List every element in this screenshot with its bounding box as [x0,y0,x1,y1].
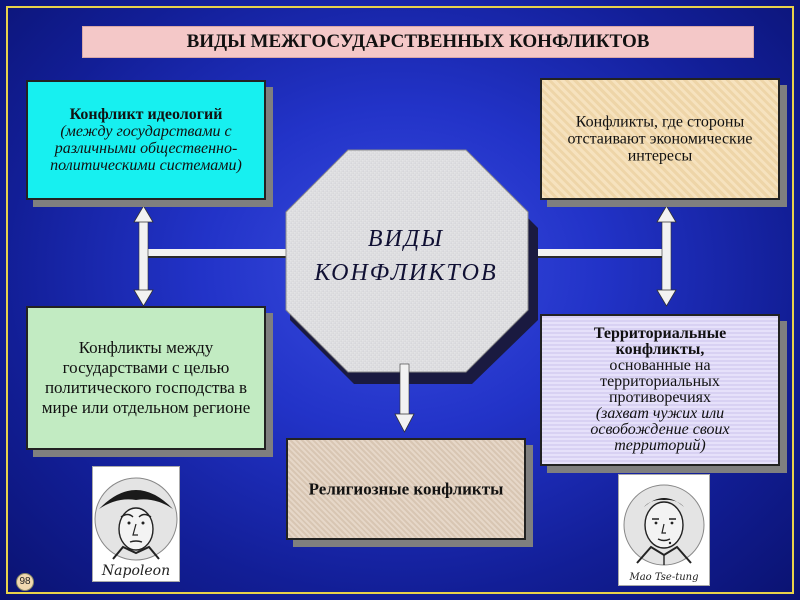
territorial-heading: Территориальные конфликты, [593,325,727,358]
mao-signature: Mao Tse-tung [629,572,699,583]
territorial-detail: (захват чужих или освобождение своих территорий) [590,405,730,454]
page-number-badge: 98 [16,573,34,591]
political-text: Конфликты между государствами с целью политического господства в мире или отдельном регионе [41,338,251,417]
religious-conflict-box [286,438,526,540]
center-label-line2: КОНФЛИКТОВ [314,260,498,286]
mao-portrait [618,474,710,586]
center-label [296,222,516,290]
economic-text: Конфликты, где стороны отстаивают экономические интересы [567,113,753,165]
napoleon-portrait [92,466,180,582]
center-label-line1: ВИДЫ [367,226,445,252]
religious-text: Религиозные конфликты [308,479,504,499]
napoleon-signature: Napoleon [101,563,171,579]
political-conflict-box [26,306,266,450]
ideology-detail: (между государствами с различными общественно-политическими системами) [50,123,242,174]
ideology-conflict-box [26,80,266,200]
territorial-text: основанные на территориальных противоречиях [600,357,720,406]
mao-portrait-icon [619,475,709,585]
slide-title: ВИДЫ МЕЖГОСУДАРСТВЕННЫХ КОНФЛИКТОВ [82,26,754,58]
territorial-conflict-box [540,314,780,466]
economic-conflict-box [540,78,780,200]
ideology-heading: Конфликт идеологий [69,106,223,123]
